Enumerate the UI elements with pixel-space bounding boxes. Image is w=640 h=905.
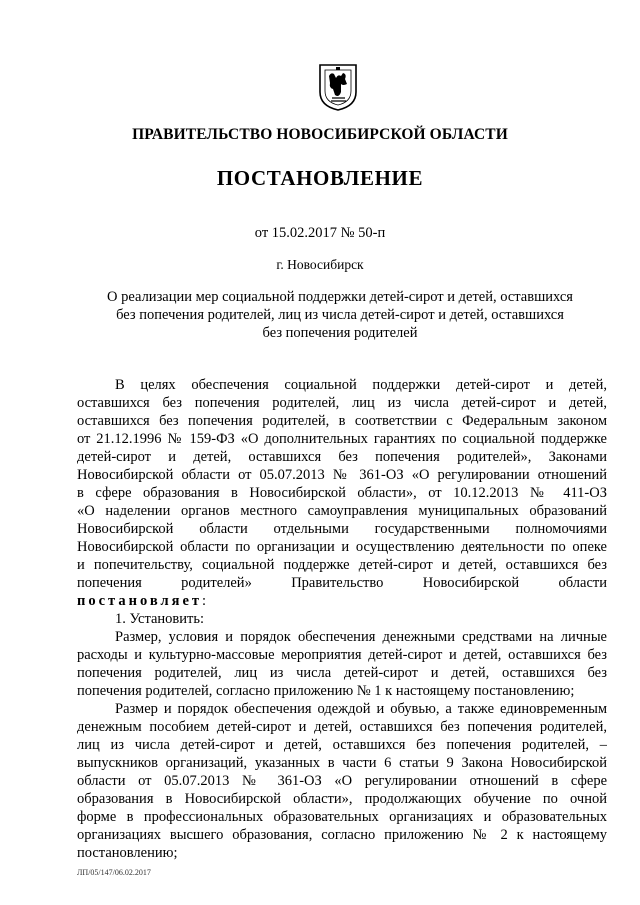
decree-line [77,592,607,610]
body-line: «О наделении органов местного самоуправления муниципальных образований [77,503,607,519]
body-line: Размер и порядок обеспечения одеждой и обувью, а также единовременным [115,701,607,717]
body-line: попечения родителей, согласно приложению № 1 к настоящему постановлению; [77,683,575,699]
title-line: без попечения родителей, лиц из числа детей-сирот и детей, оставшихся [116,307,564,323]
document-body [77,376,607,862]
decree-colon: : [202,593,207,609]
body-line: попечения родителей» Правительство Новосибирской области [77,575,607,591]
body-line: детей-сирот и детей, оставшихся без попечения родителей», Законами [77,449,607,465]
title-line: без попечения родителей [262,325,418,341]
body-line: области от 05.07.2013 № 361-ОЗ «О регулировании отношений в сфере [77,773,607,789]
date-number: от 15.02.2017 № 50-п [254,225,386,241]
body-line: образования в Новосибирской области», продолжающих обучение по очной [77,791,607,807]
body-line: форме в профессиональных образовательных организациях и образовательных [77,809,607,825]
body-line: оставшихся без попечения родителей, в соответствии с Федеральным законом [77,413,607,429]
body-line: оставшихся без попечения родителей, лиц из числа детей-сирот и детей, [77,395,607,411]
body-line: в сфере образования в Новосибирской области», от 10.12.2013 № 411-ОЗ [77,485,607,501]
city: г. Новосибирск [276,257,364,272]
body-line: лиц из числа детей-сирот и детей, оставшихся без попечения родителей, – [77,737,607,753]
body-line: Размер, условия и порядок обеспечения денежными средствами на личные [115,629,607,645]
body-line: денежным пособием детей-сирот и детей, оставшихся без попечения родителей, [77,719,607,735]
document-title [90,288,590,342]
decree-word: постановляет [77,593,203,609]
body-line: от 21.12.1996 № 159-ФЗ «О дополнительных гарантиях по социальной поддержке [77,431,607,447]
document-type: ПОСТАНОВЛЕНИЕ [216,166,424,190]
body-line: В целях обеспечения социальной поддержки детей-сирот и детей, [115,377,607,393]
body-line: и попечительству, социальной поддержке детей-сирот и детей, оставшихся без [77,557,607,573]
body-line: попечения родителей, лиц из числа детей-сирот и детей, оставшихся без [77,665,607,681]
body-line: выпускников организаций, указанных в части 6 статьи 9 Закона Новосибирской [77,755,607,771]
body-line: Новосибирской области отдельными государственными полномочиями [77,521,607,537]
body-line: расходы и культурно-массовые мероприятия детей-сирот и детей, оставшихся без [77,647,607,663]
coat-of-arms-icon [317,62,359,112]
body-line: организациях высшего образования, согласно приложению № 2 к настоящему [77,827,607,843]
title-line: О реализации мер социальной поддержки детей-сирот и детей, оставшихся [107,289,573,305]
body-line: Новосибирской области от 05.07.2013 № 361-ОЗ «О регулировании отношений [77,467,607,483]
body-line: Новосибирской области по организации и осуществлению деятельности по опеке [77,539,607,555]
body-line: постановлению; [77,845,178,861]
organization-name: ПРАВИТЕЛЬСТВО НОВОСИБИРСКОЙ ОБЛАСТИ [132,126,508,143]
item-heading: 1. Установить: [115,611,205,627]
document-code: ЛП/05/147/06.02.2017 [77,868,151,877]
